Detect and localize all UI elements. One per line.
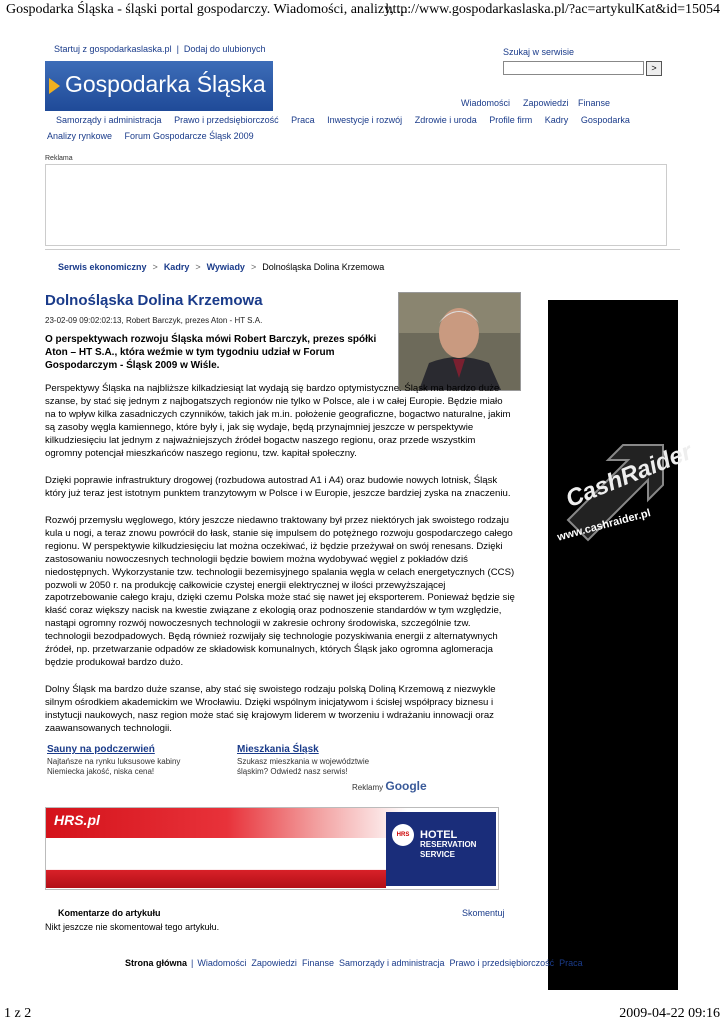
footer-nav-separator: | bbox=[191, 958, 194, 968]
google-ads-brand: Google bbox=[385, 779, 427, 793]
subnav-zapowiedzi[interactable]: Zapowiedzi bbox=[523, 98, 569, 108]
site-logo[interactable] bbox=[45, 61, 273, 111]
footer-link-wiadomosci[interactable]: Wiadomości bbox=[197, 958, 247, 968]
article-title: Dolnośląska Dolina Krzemowa bbox=[45, 292, 263, 309]
hrs-service-text bbox=[420, 830, 476, 860]
add-comment-link[interactable]: Skomentuj bbox=[462, 908, 505, 918]
nav-inwestycje[interactable]: Inwestycje i rozwój bbox=[327, 115, 403, 125]
breadcrumb-wywiady[interactable]: Wywiady bbox=[206, 262, 245, 272]
logo-arrow-icon bbox=[49, 78, 60, 94]
article-paragraph-3: Rozwój przemysłu węglowego, który jeszcze niedawno traktowany był przez niektórych jak swoistego rodzaju kula u nogi, a teraz znowu powrócił do łask, stanie się impulsem do potężnego rozwoju gospodarczego całego regionu. W perspektywie kilkudziesięciu lat można oczekiwać, iż będzie przeżywał on swój renesans. Dzięki zastosowaniu nowoczesnych technologii będzie bowiem można wydobywać węgiel z pokładów dziś niedostępnych. Wykorzystanie tzw. technologii bezemisyjnego spalania węgla w celach energetycznych (CCS) pozwoli w 2050 r. na produkcję całkowicie czystej energii elektrycznej w ilości przewyższającej zapotrzebowanie całego kraju, dzięki czemu Polska może stać się nawet jej eksporterem. Ponieważ będzie się kłaść coraz większy nacisk na kwestie związane z ekologią oraz podnoszenie standardów w tym względzie, nastąpi ogromny rozwój nowoczesnych technologii w zakresie ochrony środowiska, szczególnie tzw. technologii bezodpadowych. Będą również rozwijały się technologie pozyskiwania energii z alternatywnych źródeł, np. przetwarzanie odpadów ze składowisk komunalnych, których Śląsk jako ogromna aglomeracja będzie produkował bardzo dużo. bbox=[45, 515, 515, 668]
breadcrumb-current: Dolnośląska Dolina Krzemowa bbox=[262, 262, 385, 272]
nav-zdrowie[interactable]: Zdrowie i uroda bbox=[414, 115, 477, 125]
search-input[interactable] bbox=[503, 61, 644, 75]
top-links-separator: | bbox=[176, 44, 179, 54]
article-paragraph-4: Dolny Śląsk ma bardzo duże szanse, aby stać się swoistego rodzaju polską Doliną Krzemową z niezwykle silnym ośrodkiem akademickim we Wrocławiu. Dzięki wspólnym inicjatywom i ścisłej współpracy biznesu i instytucji naukowych, nasz region może stać się krajowym liderem w tworzeniu i wdrażaniu innowacji oraz zaawansowanych technologii. bbox=[45, 684, 496, 734]
breadcrumb-serwis[interactable]: Serwis ekonomiczny bbox=[58, 262, 147, 272]
chevron-right-icon: > bbox=[195, 262, 201, 272]
footer-link-prawo[interactable]: Prawo i przedsiębiorczość bbox=[449, 958, 555, 968]
breadcrumb-kadry[interactable]: Kadry bbox=[163, 262, 190, 272]
footer-link-zapowiedzi[interactable]: Zapowiedzi bbox=[251, 958, 297, 968]
favorites-link[interactable]: Dodaj do ulubionych bbox=[183, 44, 266, 54]
chevron-right-icon: > bbox=[152, 262, 158, 272]
cashraider-ad[interactable] bbox=[548, 300, 696, 990]
hrs-line-1: HOTEL bbox=[420, 829, 458, 841]
hrs-service-panel bbox=[386, 812, 496, 886]
author-photo bbox=[398, 292, 521, 391]
nav-samorzady[interactable]: Samorządy i administracja bbox=[56, 115, 162, 125]
skyline-graphic bbox=[46, 858, 386, 888]
hrs-logo: HRS.pl bbox=[54, 812, 100, 828]
print-header-title: Gospodarka Śląska - śląski portal gospodarczy. Wiadomości, analizy, ... bbox=[6, 2, 408, 17]
search-button[interactable]: > bbox=[646, 61, 662, 76]
article-paragraph-1: Perspektywy Śląska na najbliższe kilkadziesiąt lat wydają się bardzo optymistyczne. Śląsk ma bardzo duże szanse, by stać się jednym z najbogatszych regionów nie tylko w Polsce, ale i w całej Europie. Będzie miało na to wpływ kilka zasadniczych czynników, takich jak m.in. położenie geograficzne, bogactwo naturalne, jakim są zasoby węgla kamiennego, które były i, jak się wydaje, będą przynajmniej jeszcze w perspektywie kilkudziesięciu lat jednym z najważniejszych źródeł bogactw naszego regionu, oraz przede wszystkim ogromny potencjał mieszkańców naszego regionu, tzw. kapitał społeczny. bbox=[45, 383, 511, 459]
google-ad-text-2: Szukasz mieszkania w województwie śląskim? Odwiedź nasz serwis! bbox=[237, 757, 370, 776]
main-nav-row-1 bbox=[56, 115, 640, 125]
comments-heading: Komentarze do artykułu bbox=[58, 908, 161, 918]
divider bbox=[45, 249, 680, 250]
portrait-image bbox=[399, 293, 520, 390]
google-ad-text-1: Najtańsze na rynku luksusowe kabiny Niemiecka jakość, niska cena! bbox=[47, 757, 181, 776]
footer-nav bbox=[125, 958, 583, 968]
breadcrumb bbox=[58, 262, 384, 272]
ad-label: Reklama bbox=[45, 155, 73, 162]
subnav-finanse[interactable]: Finanse bbox=[578, 98, 611, 108]
print-footer-page: 1 z 2 bbox=[4, 1006, 32, 1021]
ad-brand: CashRaider bbox=[562, 438, 696, 514]
hrs-line-3: SERVICE bbox=[420, 850, 455, 859]
hrs-badge-icon: HRS bbox=[392, 824, 414, 846]
footer-link-praca[interactable]: Praca bbox=[559, 958, 583, 968]
article-meta: 23-02-09 09:02:02:13, Robert Barczyk, prezes Aton - HT S.A. bbox=[45, 316, 263, 325]
logo-text: Gospodarka Śląska bbox=[65, 71, 266, 97]
footer-link-samorzady[interactable]: Samorządy i administracja bbox=[338, 958, 445, 968]
google-ad-title-2[interactable]: Mieszkania Śląsk bbox=[237, 744, 319, 755]
ad-url: www.cashraider.pl bbox=[556, 507, 653, 544]
footer-home-link[interactable]: Strona główna bbox=[125, 958, 188, 968]
nav-praca[interactable]: Praca bbox=[291, 115, 315, 125]
comments-empty-message: Nikt jeszcze nie skomentował tego artykułu. bbox=[45, 922, 220, 932]
hrs-line-2: RESERVATION bbox=[420, 840, 477, 849]
search-label: Szukaj w serwisie bbox=[503, 47, 575, 57]
google-ads-logo[interactable] bbox=[352, 779, 427, 793]
nav-forum[interactable]: Forum Gospodarcze Śląsk 2009 bbox=[124, 131, 254, 141]
nav-profile[interactable]: Profile firm bbox=[489, 115, 533, 125]
nav-analizy[interactable]: Analizy rynkowe bbox=[47, 131, 113, 141]
top-links bbox=[54, 44, 265, 54]
home-link[interactable]: Startuj z gospodarkaslaska.pl bbox=[54, 44, 172, 54]
article-lead: O perspektywach rozwoju Śląska mówi Robert Barczyk, prezes spółki Aton – HT S.A., która weźmie w tym tygodniu udział w Forum Gospodarczym - Śląsk 2009 w Wiśle. bbox=[45, 334, 377, 371]
subnav-wiadomosci[interactable]: Wiadomości bbox=[461, 98, 511, 108]
google-ad-title-1[interactable]: Sauny na podczerwień bbox=[47, 744, 155, 755]
hrs-ad-banner[interactable] bbox=[45, 807, 499, 890]
google-ads-prefix: Reklamy bbox=[352, 783, 384, 792]
article-paragraph-2: Dzięki poprawie infrastruktury drogowej (rozbudowa autostrad A1 i A4) oraz budowie nowych lotnisk, Śląsk który już teraz jest istotnym punktem tranzytowym w Polsce i w Europie, jeszcze bardziej zyska na znaczeniu. bbox=[45, 475, 511, 499]
print-footer-datetime: 2009-04-22 09:16 bbox=[619, 1006, 720, 1021]
nav-kadry[interactable]: Kadry bbox=[544, 115, 569, 125]
chevron-right-icon: > bbox=[250, 262, 257, 272]
footer-link-finanse[interactable]: Finanse bbox=[301, 958, 334, 968]
main-nav-row-2 bbox=[47, 131, 264, 141]
print-header-url: http://www.gospodarkaslaska.pl/?ac=artykulKat&id=15054 bbox=[385, 2, 720, 17]
top-ad-box bbox=[45, 164, 667, 246]
nav-prawo[interactable]: Prawo i przedsiębiorczość bbox=[174, 115, 279, 125]
nav-gospodarka[interactable]: Gospodarka bbox=[580, 115, 630, 125]
